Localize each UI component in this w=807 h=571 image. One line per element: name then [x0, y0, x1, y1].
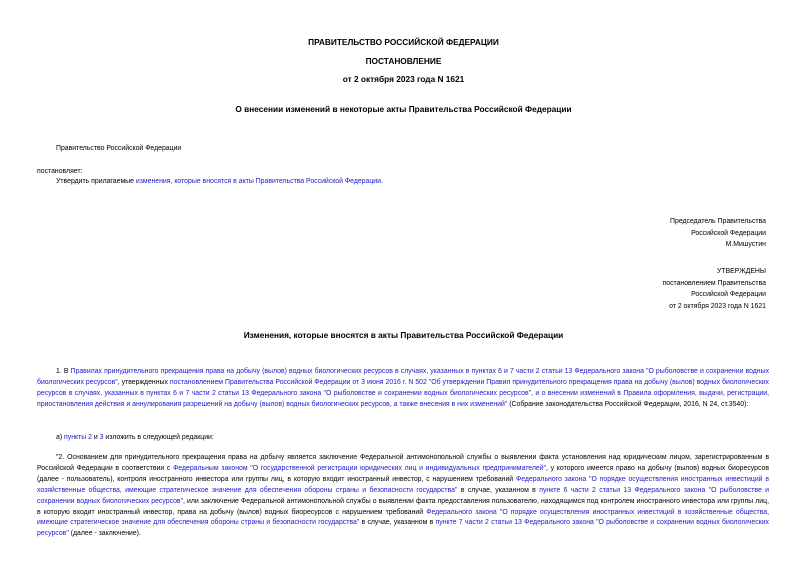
signature-line-1: Председатель Правительства [670, 218, 766, 225]
resolution-502-link[interactable]: постановлением Правительства Российской Федерации от 3 июня 2016 г. N 502 "Об утверждении Правил принудительного прекращения права на добычу (вылов) водных биологических ресурсов в случаях, указанных в пунктах 6 и 7 части 2 статьи 13 Федерального закона "О рыболовстве и сохранении водных биологических ресурсов", и о внесении изменений в Правила оформления, выдачи, регистрации, приостановления действия и аннулирования разрешений на добычу (вылов) водных биологических ресурсов, а также внесения в них изменений" [37, 378, 769, 408]
registration-law-link[interactable]: Федеральным законом "О государственной регистрации юридических лиц и индивидуальных предпринимателей" [173, 464, 547, 472]
approval-line-2: постановлением Правительства [662, 279, 766, 287]
foreign-investment-law-link-2[interactable]: Федерального закона "О порядке осуществления иностранных инвестиций в хозяйственные общества, имеющие стратегическое значение для обеспечения обороны страны и безопасности государства" [37, 508, 769, 527]
signature-line-3: М.Мишустин [725, 241, 766, 249]
para1-text-1: , утвержденных [117, 378, 170, 386]
approval-line-1: УТВЕРЖДЕНЫ [717, 268, 766, 275]
para2-text-0: "2. Основанием для принудительного прекращения права на добычу является заключение Федеральной антимонопольной службы о выявлении факта установления над юридическим лицом, зарегистрированным в Российской Федерации в соответствии с [37, 454, 769, 472]
approval-line-4: от 2 октября 2023 года N 1621 [669, 302, 766, 310]
para1-text-0: 1. В [56, 368, 71, 375]
paragraph-1 [37, 367, 769, 411]
approval-line-3: Российской Федерации [691, 291, 766, 299]
para2-text-2: в случае, указанном в [457, 486, 540, 494]
changes-link[interactable]: изменения, которые вносятся в акты Правительства Российской Федерации [135, 178, 381, 185]
preamble-item-prefix: Утвердить прилагаемые [56, 178, 136, 185]
article-13-item-7-link[interactable]: пункте 7 части 2 статьи 13 Федерального закона "О рыболовстве и сохранении водных биологических ресурсов" [37, 519, 769, 538]
preamble-subject: Правительство Российской Федерации [56, 145, 182, 152]
rules-link[interactable]: Правилах принудительного прекращения права на добычу (вылов) водных биологических ресурсов в случаях, указанных в пунктах 6 и 7 части 2 статьи 13 Федерального закона "О рыболовстве и сохранении водных биологических ресурсов" [37, 368, 770, 386]
para1-text-2: (Собрание законодательства Российской Федерации, 2016, N 24, ст.3540): [507, 400, 749, 408]
para-a-text-0: а) [56, 434, 65, 441]
government-heading: ПРАВИТЕЛЬСТВО РОССИЙСКОЙ ФЕДЕРАЦИИ [308, 37, 499, 47]
para2-text-1: , у которого имеется право на добычу (вылов) водных биоресурсов (далее - пользователь), контроля иностранного инвестора или группы лиц, в которую входит иностранный инвестор, с нарушением требований [37, 464, 770, 483]
preamble-item-suffix: . [380, 178, 383, 185]
item-3-link[interactable]: 3 [99, 434, 104, 441]
paragraph-a [56, 434, 214, 441]
approval-block [663, 266, 767, 312]
signature-block [670, 216, 766, 251]
paragraph-2 [37, 453, 769, 540]
para2-text-3: , или заключение Федеральной антимонопольной службы о выявлении факта предоставления пользователю, находящимся под контролем иностранного инвестора или группы лиц, в которую входит иностранный инвестор, права на добычу (вылов) водных биоресурсов с нарушением требований [37, 497, 769, 516]
document-type: ПОСТАНОВЛЕНИЕ [365, 56, 442, 66]
signature-line-2: Российской Федерации [691, 229, 766, 237]
para-a-text-2: изложить в следующей редакции: [103, 434, 214, 441]
preamble-decides: постановляет: [37, 168, 83, 175]
foreign-investment-law-link[interactable]: Федерального закона "О порядке осуществления иностранных инвестиций в хозяйственные общества, имеющие стратегическое значение для обеспечения обороны страны и безопасности государства" [37, 475, 769, 494]
preamble-item [56, 178, 383, 185]
para2-text-4: в случае, указанном в [359, 519, 436, 527]
article-13-item-6-link[interactable]: пункте 6 части 2 статьи 13 Федерального закона "О рыболовстве и сохранении водных биологических ресурсов" [37, 486, 769, 505]
document-date-number: от 2 октября 2023 года N 1621 [342, 74, 465, 84]
para-a-text-1: и [91, 434, 100, 441]
changes-title: Изменения, которые вносятся в акты Правительства Российской Федерации [243, 330, 564, 340]
para2-text-5: (далее - заключение). [68, 530, 141, 538]
item-2-link[interactable]: пункты 2 [64, 434, 92, 441]
document-title: О внесении изменений в некоторые акты Правительства Российской Федерации [235, 104, 572, 114]
